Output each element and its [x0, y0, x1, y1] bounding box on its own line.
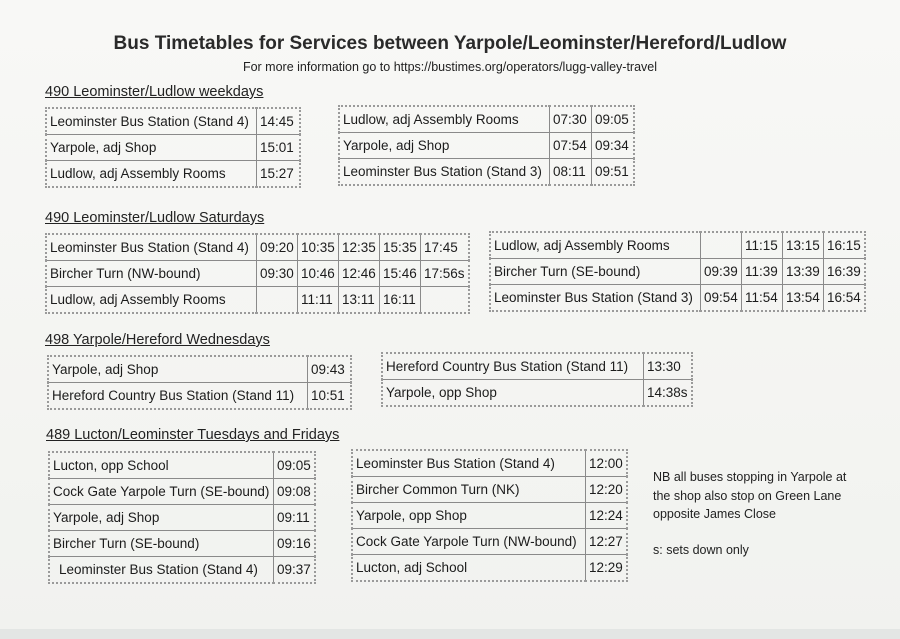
time-cell: 09:43 — [308, 356, 352, 383]
table-row — [339, 106, 634, 133]
time-cell: 09:30 — [257, 261, 298, 287]
stop-cell: Leominster Bus Station (Stand 4) — [46, 108, 257, 135]
timetable-490-saturdays-outbound — [45, 233, 470, 314]
time-cell: 16:15 — [824, 232, 866, 259]
time-cell: 12:20 — [586, 477, 628, 503]
time-cell: 12:00 — [586, 450, 628, 477]
time-cell: 07:30 — [550, 106, 592, 133]
table-row — [352, 477, 627, 503]
stop-cell: Ludlow, adj Assembly Rooms — [46, 161, 257, 188]
table-row — [382, 380, 692, 407]
time-cell: 13:54 — [783, 285, 824, 312]
time-cell: 09:05 — [274, 452, 316, 479]
table-row — [352, 529, 627, 555]
stop-cell: Ludlow, adj Assembly Rooms — [339, 106, 550, 133]
time-cell: 09:05 — [592, 106, 635, 133]
stop-cell: Bircher Common Turn (NK) — [352, 477, 586, 503]
time-cell: 13:30 — [644, 353, 692, 380]
stop-cell: Leominster Bus Station (Stand 4) — [352, 450, 586, 477]
stop-cell: Yarpole, adj Shop — [48, 356, 308, 383]
table-row — [49, 505, 315, 531]
timetable-490-saturdays-return — [489, 231, 866, 312]
stop-cell: Leominster Bus Station (Stand 3) — [490, 285, 701, 312]
stop-cell: Yarpole, opp Shop — [382, 380, 644, 407]
note-line: the shop also stop on Green Lane — [653, 488, 842, 503]
page-title: Bus Timetables for Services between Yarpole/Leominster/Hereford/Ludlow — [113, 33, 787, 54]
note-line: opposite James Close — [653, 507, 776, 521]
table-row — [490, 232, 865, 259]
time-cell: 14:38s — [644, 380, 692, 407]
table-row — [490, 285, 865, 312]
table-row — [382, 353, 692, 380]
section-heading-490-saturdays: 490 Leominster/Ludlow Saturdays — [45, 210, 265, 226]
time-cell: 09:20 — [257, 234, 298, 261]
time-cell: 12:27 — [586, 529, 628, 555]
table-row — [49, 531, 315, 557]
time-cell: 11:39 — [742, 259, 783, 285]
time-cell: 15:46 — [380, 261, 421, 287]
time-cell: 16:39 — [824, 259, 866, 285]
stop-cell: Leominster Bus Station (Stand 4) — [49, 557, 274, 584]
table-row — [46, 161, 300, 188]
stop-cell: Lucton, opp School — [49, 452, 274, 479]
time-cell: 09:08 — [274, 479, 316, 505]
timetable-489-outbound — [48, 451, 316, 584]
time-cell: 09:16 — [274, 531, 316, 557]
stop-cell: Yarpole, adj Shop — [339, 133, 550, 159]
stop-cell: Bircher Turn (NW-bound) — [46, 261, 257, 287]
section-heading-490-weekdays: 490 Leominster/Ludlow weekdays — [45, 84, 264, 100]
time-cell: 09:34 — [592, 133, 635, 159]
stop-cell: Yarpole, opp Shop — [352, 503, 586, 529]
time-cell: 15:01 — [257, 135, 301, 161]
table-row — [46, 261, 469, 287]
table-row — [49, 479, 315, 505]
time-cell: 16:54 — [824, 285, 866, 312]
timetable-490-weekdays-outbound — [45, 107, 301, 188]
table-row — [352, 450, 627, 477]
stop-cell: Bircher Turn (SE-bound) — [49, 531, 274, 557]
table-row — [46, 108, 300, 135]
sets-down-note: s: sets down only — [653, 543, 749, 557]
stop-cell: Bircher Turn (SE-bound) — [490, 259, 701, 285]
time-cell: 09:54 — [701, 285, 742, 312]
timetable-498-return — [381, 352, 693, 407]
stop-cell: Ludlow, adj Assembly Rooms — [46, 287, 257, 314]
time-cell: 15:27 — [257, 161, 301, 188]
table-row — [352, 555, 627, 582]
time-cell: 10:35 — [298, 234, 339, 261]
time-cell: 10:46 — [298, 261, 339, 287]
time-cell: 08:11 — [550, 159, 592, 186]
time-cell: 17:45 — [421, 234, 469, 261]
time-cell: 13:11 — [339, 287, 380, 314]
stop-cell: Cock Gate Yarpole Turn (NW-bound) — [352, 529, 586, 555]
time-cell: 13:39 — [783, 259, 824, 285]
time-cell: 11:15 — [742, 232, 783, 259]
time-cell: 16:11 — [380, 287, 421, 314]
section-heading-498-wednesdays: 498 Yarpole/Hereford Wednesdays — [45, 332, 270, 348]
table-row — [339, 159, 634, 186]
timetable-490-weekdays-return — [338, 105, 635, 186]
page-subtitle: For more information go to https://bustimes.org/operators/lugg-valley-travel — [242, 60, 658, 74]
time-cell: 09:51 — [592, 159, 635, 186]
time-cell: 07:54 — [550, 133, 592, 159]
table-row — [352, 503, 627, 529]
table-row — [49, 452, 315, 479]
time-cell: 09:37 — [274, 557, 316, 584]
table-row — [49, 557, 315, 584]
table-row — [46, 287, 469, 314]
table-row — [48, 383, 351, 410]
time-cell: 12:24 — [586, 503, 628, 529]
time-cell: 12:46 — [339, 261, 380, 287]
yarpole-note — [653, 468, 846, 524]
stop-cell: Hereford Country Bus Station (Stand 11) — [382, 353, 644, 380]
table-row — [490, 259, 865, 285]
time-cell — [257, 287, 298, 314]
timetable-498-outbound — [47, 355, 352, 410]
table-row — [46, 135, 300, 161]
time-cell: 09:11 — [274, 505, 316, 531]
time-cell: 09:39 — [701, 259, 742, 285]
stop-cell: Leominster Bus Station (Stand 4) — [46, 234, 257, 261]
time-cell: 14:45 — [257, 108, 301, 135]
section-heading-489-tue-fri: 489 Lucton/Leominster Tuesdays and Fridays — [46, 427, 340, 443]
time-cell: 12:35 — [339, 234, 380, 261]
stop-cell: Yarpole, adj Shop — [49, 505, 274, 531]
stop-cell: Lucton, adj School — [352, 555, 586, 582]
time-cell: 12:29 — [586, 555, 628, 582]
table-row — [48, 356, 351, 383]
stop-cell: Yarpole, adj Shop — [46, 135, 257, 161]
note-line: NB all buses stopping in Yarpole at — [653, 470, 847, 484]
stop-cell: Leominster Bus Station (Stand 3) — [339, 159, 550, 186]
scan-edge — [0, 629, 900, 639]
time-cell — [701, 232, 742, 259]
time-cell: 10:51 — [308, 383, 352, 410]
time-cell: 11:11 — [298, 287, 339, 314]
stop-cell: Ludlow, adj Assembly Rooms — [490, 232, 701, 259]
stop-cell: Cock Gate Yarpole Turn (SE-bound) — [49, 479, 274, 505]
time-cell — [421, 287, 469, 314]
time-cell: 11:54 — [742, 285, 783, 312]
time-cell: 13:15 — [783, 232, 824, 259]
time-cell: 15:35 — [380, 234, 421, 261]
table-row — [46, 234, 469, 261]
stop-cell: Hereford Country Bus Station (Stand 11) — [48, 383, 308, 410]
timetable-489-return — [351, 449, 628, 582]
time-cell: 17:56s — [421, 261, 469, 287]
table-row — [339, 133, 634, 159]
